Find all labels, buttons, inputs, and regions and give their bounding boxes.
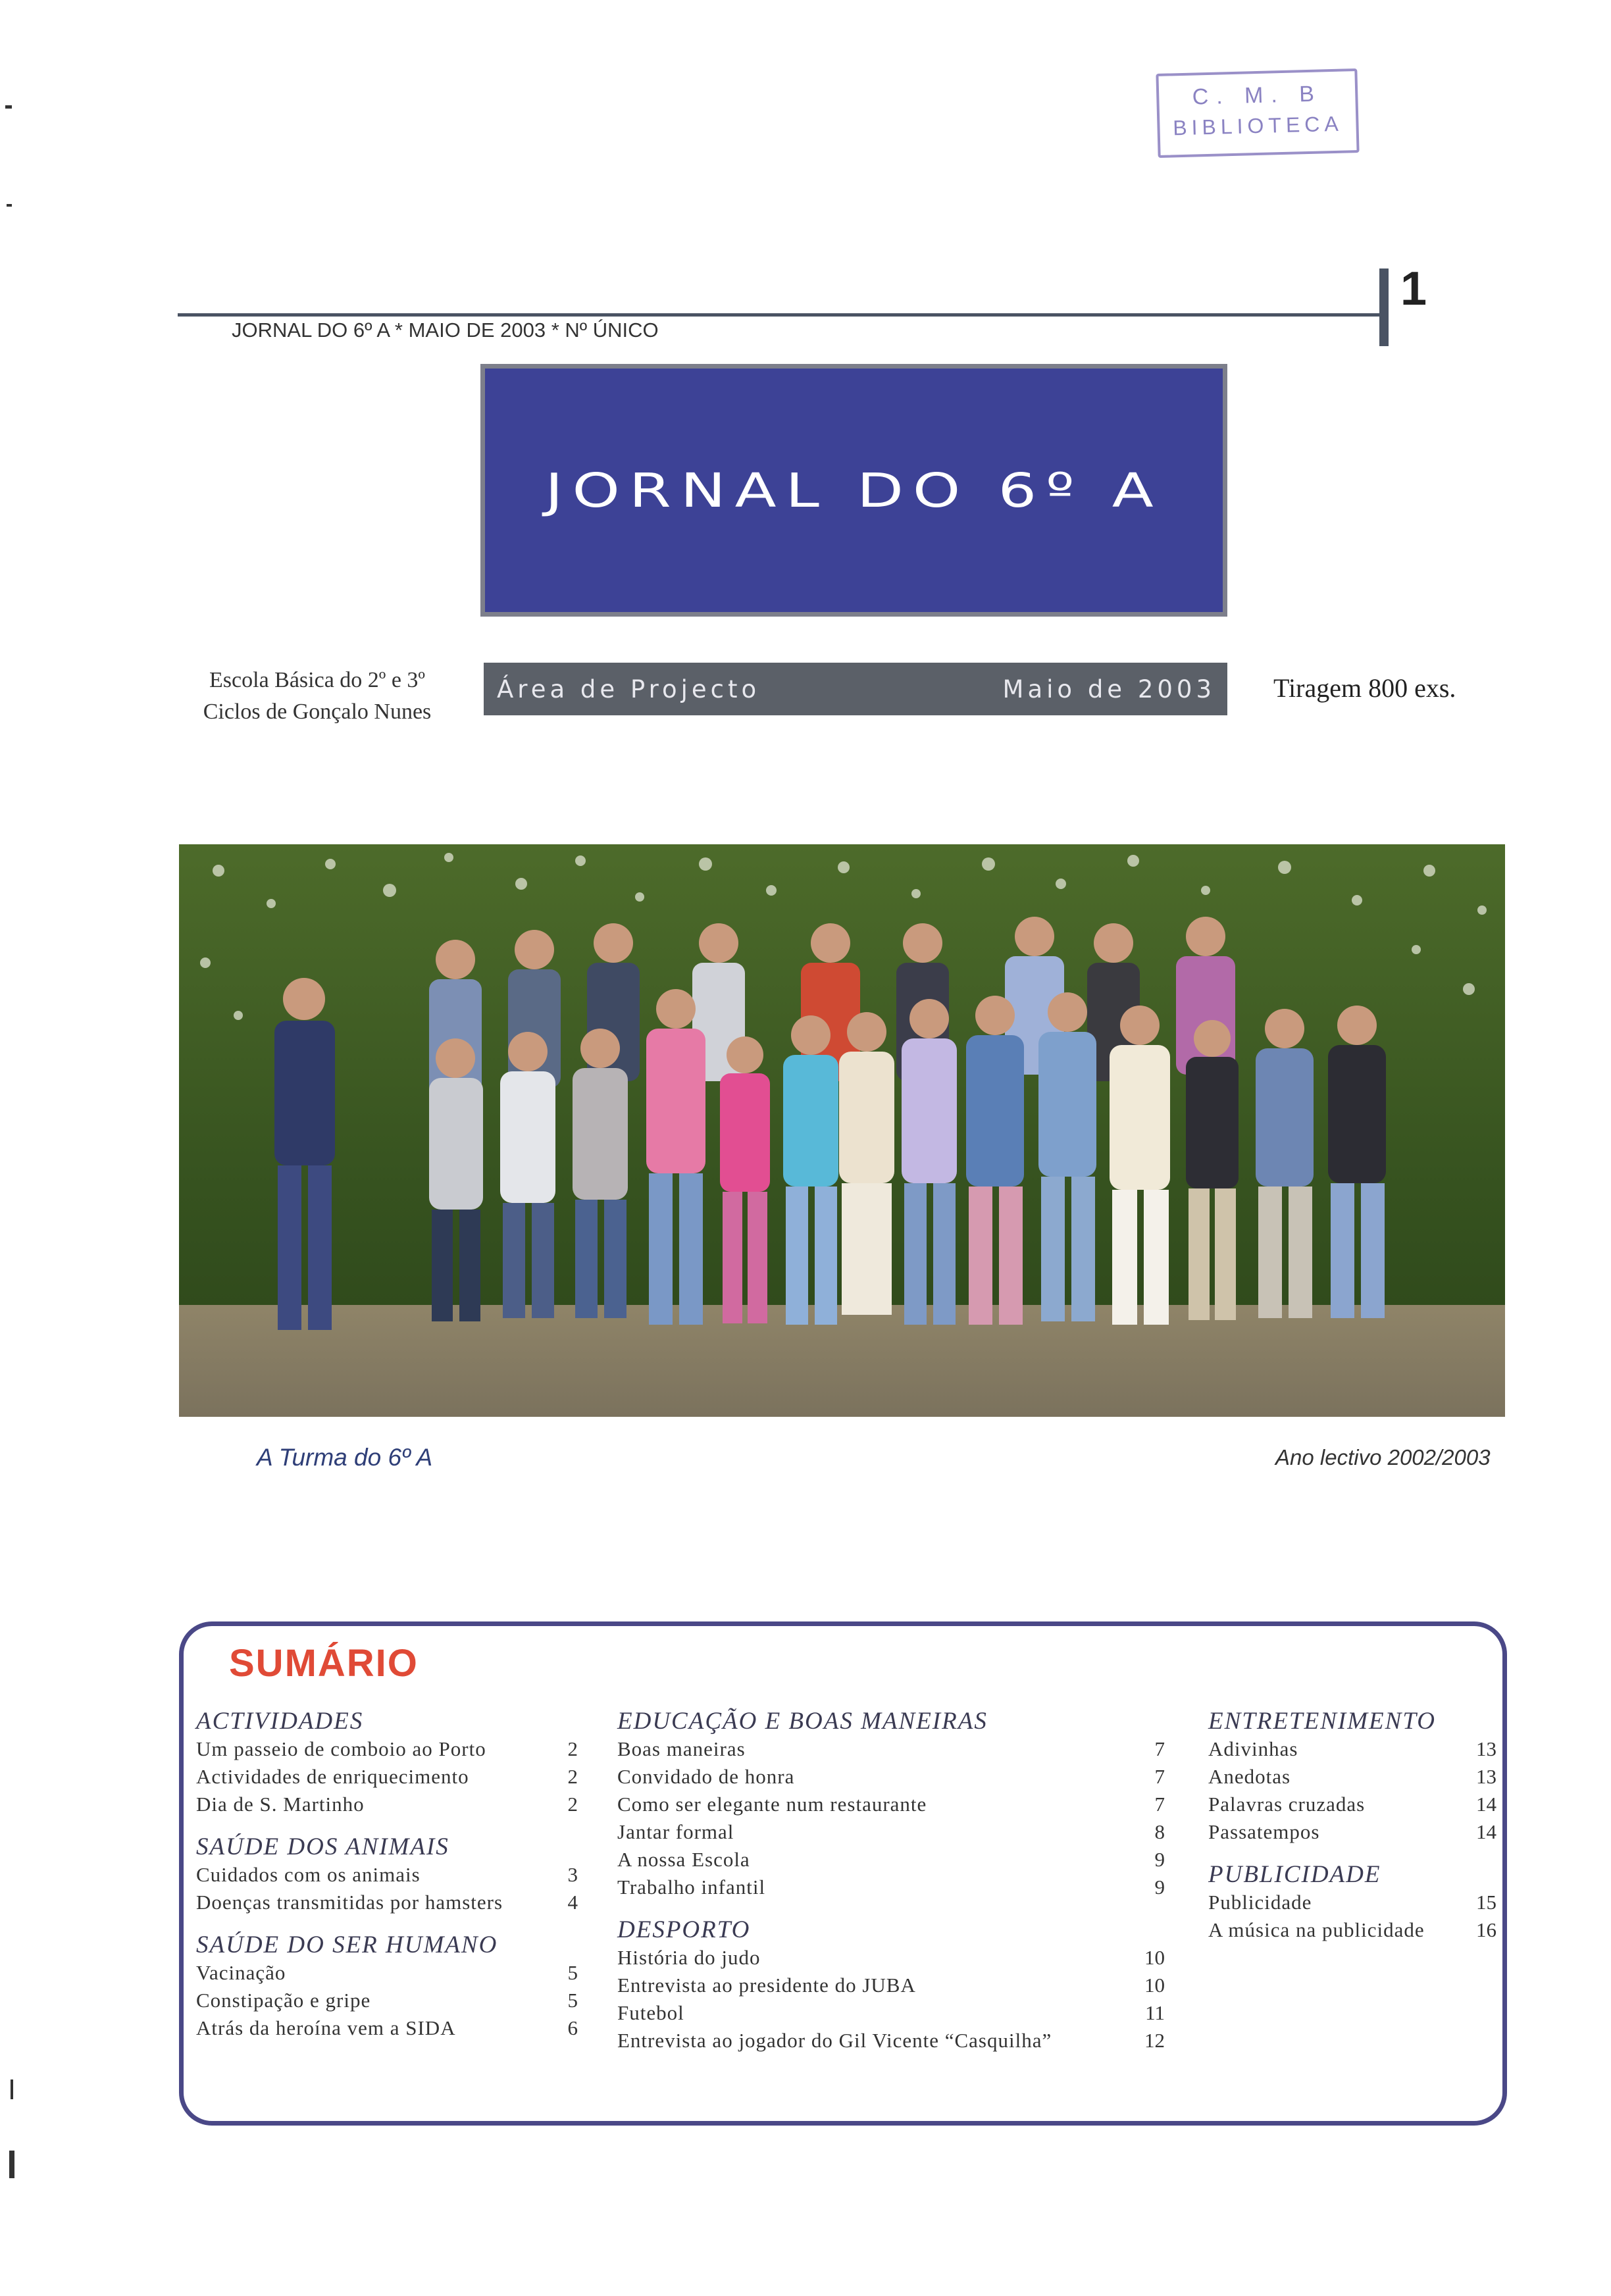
- list-item[interactable]: Cuidados com os animais 3: [196, 1863, 578, 1886]
- scan-mark: [9, 2151, 14, 2178]
- school-name: [192, 665, 442, 728]
- school-line-1: Escola Básica do 2º e 3º: [209, 668, 425, 692]
- masthead: [480, 364, 1227, 617]
- list-item[interactable]: Um passeio de comboio ao Porto 2: [196, 1737, 578, 1760]
- list-item[interactable]: Dia de S. Martinho 2: [196, 1793, 578, 1816]
- list-item[interactable]: Como ser elegante num restaurante 7: [617, 1793, 1165, 1816]
- list-item[interactable]: Boas maneiras 7: [617, 1737, 1165, 1760]
- stamp-line-1: C. M. B: [1192, 81, 1323, 110]
- header-rule: [178, 313, 1389, 317]
- scan-mark: [11, 2079, 13, 2099]
- list-item[interactable]: Adivinhas 13: [1208, 1737, 1496, 1760]
- list-item[interactable]: Publicidade 15: [1208, 1891, 1496, 1914]
- stamp-line-2: BIBLIOTECA: [1172, 111, 1344, 140]
- list-item[interactable]: Anedotas 13: [1208, 1765, 1496, 1788]
- section-heading: SAÚDE DOS ANIMAIS: [196, 1833, 449, 1860]
- list-item[interactable]: A nossa Escola 9: [617, 1848, 1165, 1871]
- scan-mark: [7, 204, 12, 207]
- banner-project: Área de Projecto: [497, 675, 761, 703]
- list-item[interactable]: Vacinação 5: [196, 1961, 578, 1984]
- section-heading: SAÚDE DO SER HUMANO: [196, 1931, 498, 1958]
- header-rule-end: [1379, 268, 1389, 346]
- summary-column-2: [617, 1707, 1165, 2054]
- list-item[interactable]: Doenças transmitidas por hamsters 4: [196, 1891, 578, 1914]
- scan-mark: [5, 105, 12, 109]
- list-item[interactable]: Entrevista ao presidente do JUBA 10: [617, 1974, 1165, 1997]
- class-photo: [179, 844, 1505, 1417]
- page-number: 1: [1400, 263, 1427, 315]
- print-run: Tiragem 800 exs.: [1273, 673, 1456, 703]
- list-item[interactable]: Trabalho infantil 9: [617, 1875, 1165, 1899]
- list-item[interactable]: Constipação e gripe 5: [196, 1989, 578, 2012]
- list-item[interactable]: Futebol 11: [617, 2001, 1165, 2024]
- masthead-title: JORNAL DO 6º A: [545, 463, 1163, 518]
- library-stamp: [1156, 68, 1359, 158]
- section-heading: EDUCAÇÃO E BOAS MANEIRAS: [617, 1708, 988, 1735]
- section-heading: DESPORTO: [617, 1916, 751, 1943]
- section-heading: ACTIVIDADES: [196, 1708, 364, 1735]
- list-item[interactable]: A música na publicidade 16: [1208, 1918, 1496, 1941]
- photo-caption: A Turma do 6º A: [257, 1444, 433, 1471]
- list-item[interactable]: História do judo 10: [617, 1946, 1165, 1969]
- summary-title: SUMÁRIO: [229, 1642, 419, 1685]
- list-item[interactable]: Convidado de honra 7: [617, 1765, 1165, 1788]
- section-heading: PUBLICIDADE: [1208, 1861, 1381, 1888]
- banner-date: Maio de 2003: [1002, 675, 1215, 703]
- header-issue-line: JORNAL DO 6º A * MAIO DE 2003 * Nº ÚNICO: [232, 319, 659, 342]
- summary-column-1: [196, 1707, 578, 2042]
- list-item[interactable]: Jantar formal 8: [617, 1820, 1165, 1843]
- section-heading: ENTRETENIMENTO: [1208, 1708, 1436, 1735]
- project-banner: [484, 663, 1227, 715]
- list-item[interactable]: Passatempos 14: [1208, 1820, 1496, 1843]
- list-item[interactable]: Palavras cruzadas 14: [1208, 1793, 1496, 1816]
- school-year: Ano lectivo 2002/2003: [1275, 1445, 1491, 1469]
- list-item[interactable]: Entrevista ao jogador do Gil Vicente “Casquilha” 12: [617, 2029, 1165, 2052]
- list-item[interactable]: Atrás da heroína vem a SIDA 6: [196, 2016, 578, 2039]
- school-line-2: Ciclos de Gonçalo Nunes: [203, 700, 432, 724]
- list-item[interactable]: Actividades de enriquecimento 2: [196, 1765, 578, 1788]
- summary-column-3: [1208, 1707, 1496, 1944]
